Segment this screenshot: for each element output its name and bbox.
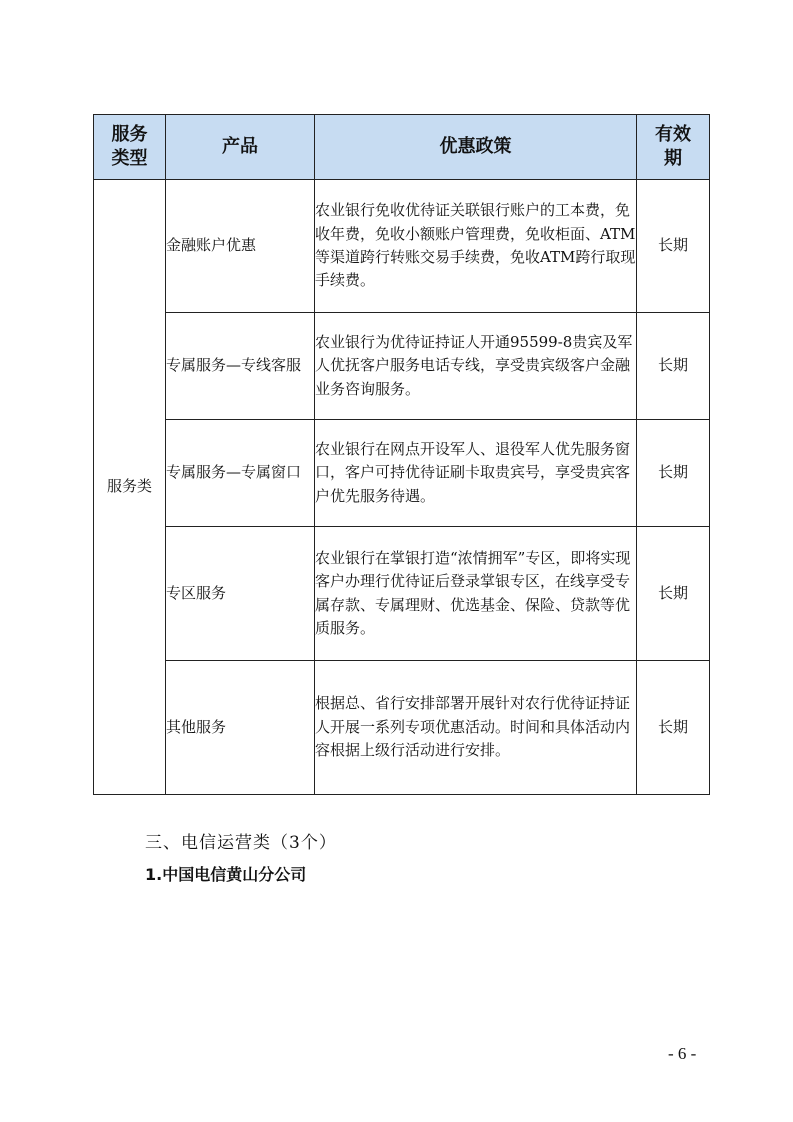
validity-cell: 长期 (637, 527, 710, 661)
table-header-row (94, 115, 710, 180)
section-title: 三、电信运营类（3个） (145, 833, 337, 853)
header-validity: 有效期 (637, 115, 710, 180)
policy-cell: 农业银行在掌银打造“浓情拥军”专区，即将实现客户办理行优待证后登录掌银专区，在线享受专属存款、专属理财、优选基金、保险、贷款等优质服务。 (315, 527, 637, 661)
product-cell: 专属服务—专属窗口 (166, 420, 315, 527)
product-cell: 专属服务—专线客服 (166, 313, 315, 420)
validity-cell: 长期 (637, 661, 710, 795)
table-row (94, 661, 710, 795)
table-row (94, 527, 710, 661)
service-type-cell: 服务类 (94, 180, 166, 795)
validity-cell: 长期 (637, 420, 710, 527)
validity-cell: 长期 (637, 180, 710, 313)
validity-cell: 长期 (637, 313, 710, 420)
policy-table (93, 114, 710, 795)
header-service-type: 服务类型 (94, 115, 166, 180)
header-policy: 优惠政策 (315, 115, 637, 180)
table-row (94, 420, 710, 527)
header-product: 产品 (166, 115, 315, 180)
table-row (94, 180, 710, 313)
sub-title: 1.中国电信黄山分公司 (145, 865, 307, 884)
table-row (94, 313, 710, 420)
policy-cell: 农业银行为优待证持证人开通95599-8贵宾及军人优抚客户服务电话专线，享受贵宾级客户金融业务咨询服务。 (315, 313, 637, 420)
product-cell: 金融账户优惠 (166, 180, 315, 313)
policy-cell: 农业银行免收优待证关联银行账户的工本费，免收年费，免收小额账户管理费，免收柜面、ATM等渠道跨行转账交易手续费，免收ATM跨行取现手续费。 (315, 180, 637, 313)
policy-cell: 农业银行在网点开设军人、退役军人优先服务窗口，客户可持优待证刷卡取贵宾号，享受贵宾客户优先服务待遇。 (315, 420, 637, 527)
product-cell: 专区服务 (166, 527, 315, 661)
page-number: - 6 - (668, 1044, 697, 1063)
product-cell: 其他服务 (166, 661, 315, 795)
policy-cell: 根据总、省行安排部署开展针对农行优待证持证人开展一系列专项优惠活动。时间和具体活动内容根据上级行活动进行安排。 (315, 661, 637, 795)
